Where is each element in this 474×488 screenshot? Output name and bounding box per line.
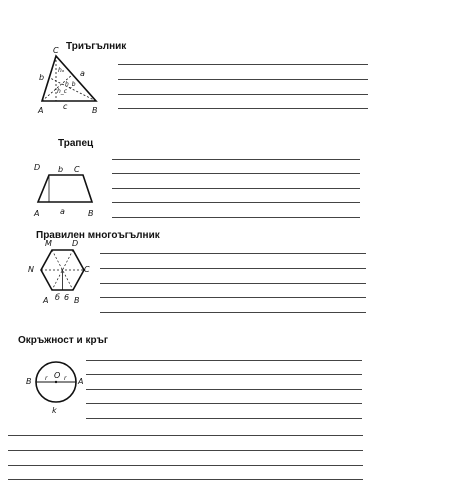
vertex-label-n: N (28, 265, 34, 274)
point-label-left: B (26, 377, 32, 386)
circle-name-label: k (52, 406, 57, 415)
triangle-figure (30, 42, 110, 122)
vertex-label-m: M (45, 239, 52, 248)
writing-line (100, 297, 366, 298)
writing-line (118, 108, 368, 109)
trapezoid-shape (38, 175, 92, 202)
writing-line (86, 374, 362, 375)
writing-line (100, 253, 366, 254)
point-label-right: A (78, 377, 84, 386)
vertex-label-b: B (74, 296, 80, 305)
radius-label: r (64, 375, 67, 382)
writing-line (112, 202, 360, 203)
writing-line (118, 79, 368, 80)
center-label: O (54, 371, 61, 380)
vertex-label-a: A (38, 106, 44, 115)
vertex-label-b: B (88, 209, 94, 218)
circle-center (55, 381, 57, 383)
side-label-top: b (58, 165, 64, 174)
vertex-label-c: C (84, 265, 90, 274)
trapezoid-heading: Трапец (58, 138, 94, 149)
vertex-label-a: A (43, 296, 49, 305)
side-label-c: c (63, 102, 68, 111)
height-label: h_b (65, 81, 76, 88)
vertex-label-c: C (74, 165, 80, 174)
trapezoid-figure (30, 158, 100, 220)
triangle-shape (42, 56, 96, 101)
writing-line (112, 173, 360, 174)
writing-line (8, 450, 363, 451)
side-label-bottom: a (60, 207, 65, 216)
vertex-label-d: D (72, 239, 79, 248)
radius-label: r (45, 375, 48, 382)
writing-line (8, 435, 363, 436)
polygon-heading: Правилен многоъгълник (36, 230, 160, 241)
hexagon-figure (26, 238, 100, 308)
writing-line (112, 217, 360, 218)
writing-line (86, 403, 362, 404)
writing-line (118, 94, 368, 95)
writing-line (8, 465, 363, 466)
side-label-b: b (39, 73, 45, 82)
height-label: h_c (57, 88, 68, 95)
apothem-label: 6 (64, 293, 70, 302)
vertex-label-a: A (34, 209, 40, 218)
writing-line (86, 418, 362, 419)
writing-line (112, 159, 360, 160)
vertex-label-d: D (34, 163, 41, 172)
writing-line (118, 64, 368, 65)
height-label: hₐ (58, 67, 65, 74)
writing-line (112, 188, 360, 189)
writing-line (100, 283, 366, 284)
vertex-label-b: B (92, 106, 98, 115)
writing-line (86, 389, 362, 390)
side-label-a: a (80, 69, 85, 78)
writing-line (100, 312, 366, 313)
circle-heading: Окръжност и кръг (18, 335, 109, 346)
writing-line (100, 268, 366, 269)
side-label: б (55, 293, 60, 302)
writing-line (8, 479, 363, 480)
vertex-label-c: C (53, 46, 59, 55)
circle-figure (22, 352, 92, 416)
writing-line (86, 360, 362, 361)
triangle-heading: Триъгълник (66, 41, 127, 52)
